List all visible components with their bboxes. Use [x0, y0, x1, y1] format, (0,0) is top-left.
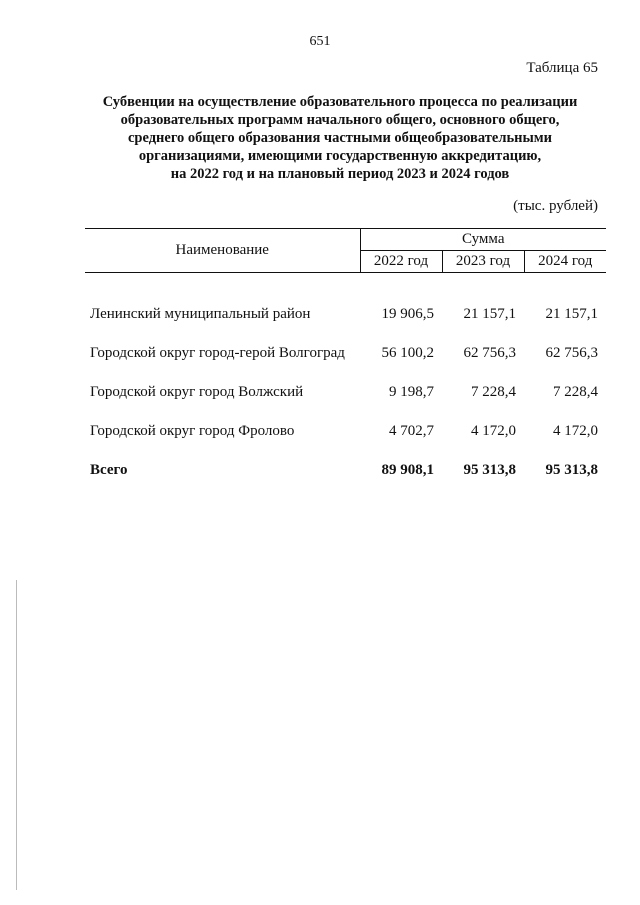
row-value-2022: 9 198,7 — [389, 384, 434, 400]
table-row — [85, 373, 606, 412]
header-row — [85, 229, 606, 251]
row-name: Городской округ город Фролово — [90, 423, 295, 439]
header-year-2024: 2024 год — [524, 251, 606, 273]
table-row — [85, 412, 606, 451]
table-row — [85, 273, 606, 335]
row-value-2022: 56 100,2 — [381, 345, 434, 361]
row-value-2024: 4 172,0 — [553, 423, 598, 439]
page-number: 651 — [309, 34, 331, 49]
header-year-2023: 2023 год — [442, 251, 524, 273]
row-value-2023: 7 228,4 — [471, 384, 516, 400]
table-title — [60, 93, 620, 183]
row-value-2023: 21 157,1 — [463, 306, 516, 322]
units-label: (тыс. рублей) — [513, 198, 598, 214]
title-line: среднего общего образования частными общеобразовательными — [127, 130, 553, 146]
title-line: организациями, имеющими государственную аккредитацию, — [138, 148, 542, 164]
row-value-2024: 21 157,1 — [545, 306, 598, 322]
row-value-2023: 62 756,3 — [463, 345, 516, 361]
row-value-2022: 4 702,7 — [389, 423, 434, 439]
table-row — [85, 334, 606, 373]
header-sum: Сумма — [360, 229, 606, 251]
scan-margin-line — [16, 580, 17, 890]
header-year-2022: 2022 год — [360, 251, 442, 273]
row-value-2022: 19 906,5 — [381, 306, 434, 322]
title-line: Субвенции на осуществление образовательного процесса по реализации — [102, 94, 578, 110]
header-name: Наименование — [85, 229, 360, 273]
total-value-2024: 95 313,8 — [545, 462, 598, 478]
row-value-2023: 4 172,0 — [471, 423, 516, 439]
total-row — [85, 451, 606, 490]
row-name: Городской округ город-герой Волгоград — [90, 345, 345, 361]
total-value-2022: 89 908,1 — [381, 462, 434, 478]
title-line: на 2022 год и на плановый период 2023 и 2024 годов — [170, 166, 510, 182]
row-name: Ленинский муниципальный район — [90, 306, 311, 322]
subvention-table — [85, 228, 606, 490]
row-name: Городской округ город Волжский — [90, 384, 304, 400]
row-value-2024: 7 228,4 — [553, 384, 598, 400]
total-value-2023: 95 313,8 — [463, 462, 516, 478]
title-line: образовательных программ начального общего, основного общего, — [120, 112, 560, 128]
total-label: Всего — [90, 462, 128, 478]
table-label: Таблица 65 — [526, 60, 598, 76]
row-value-2024: 62 756,3 — [545, 345, 598, 361]
